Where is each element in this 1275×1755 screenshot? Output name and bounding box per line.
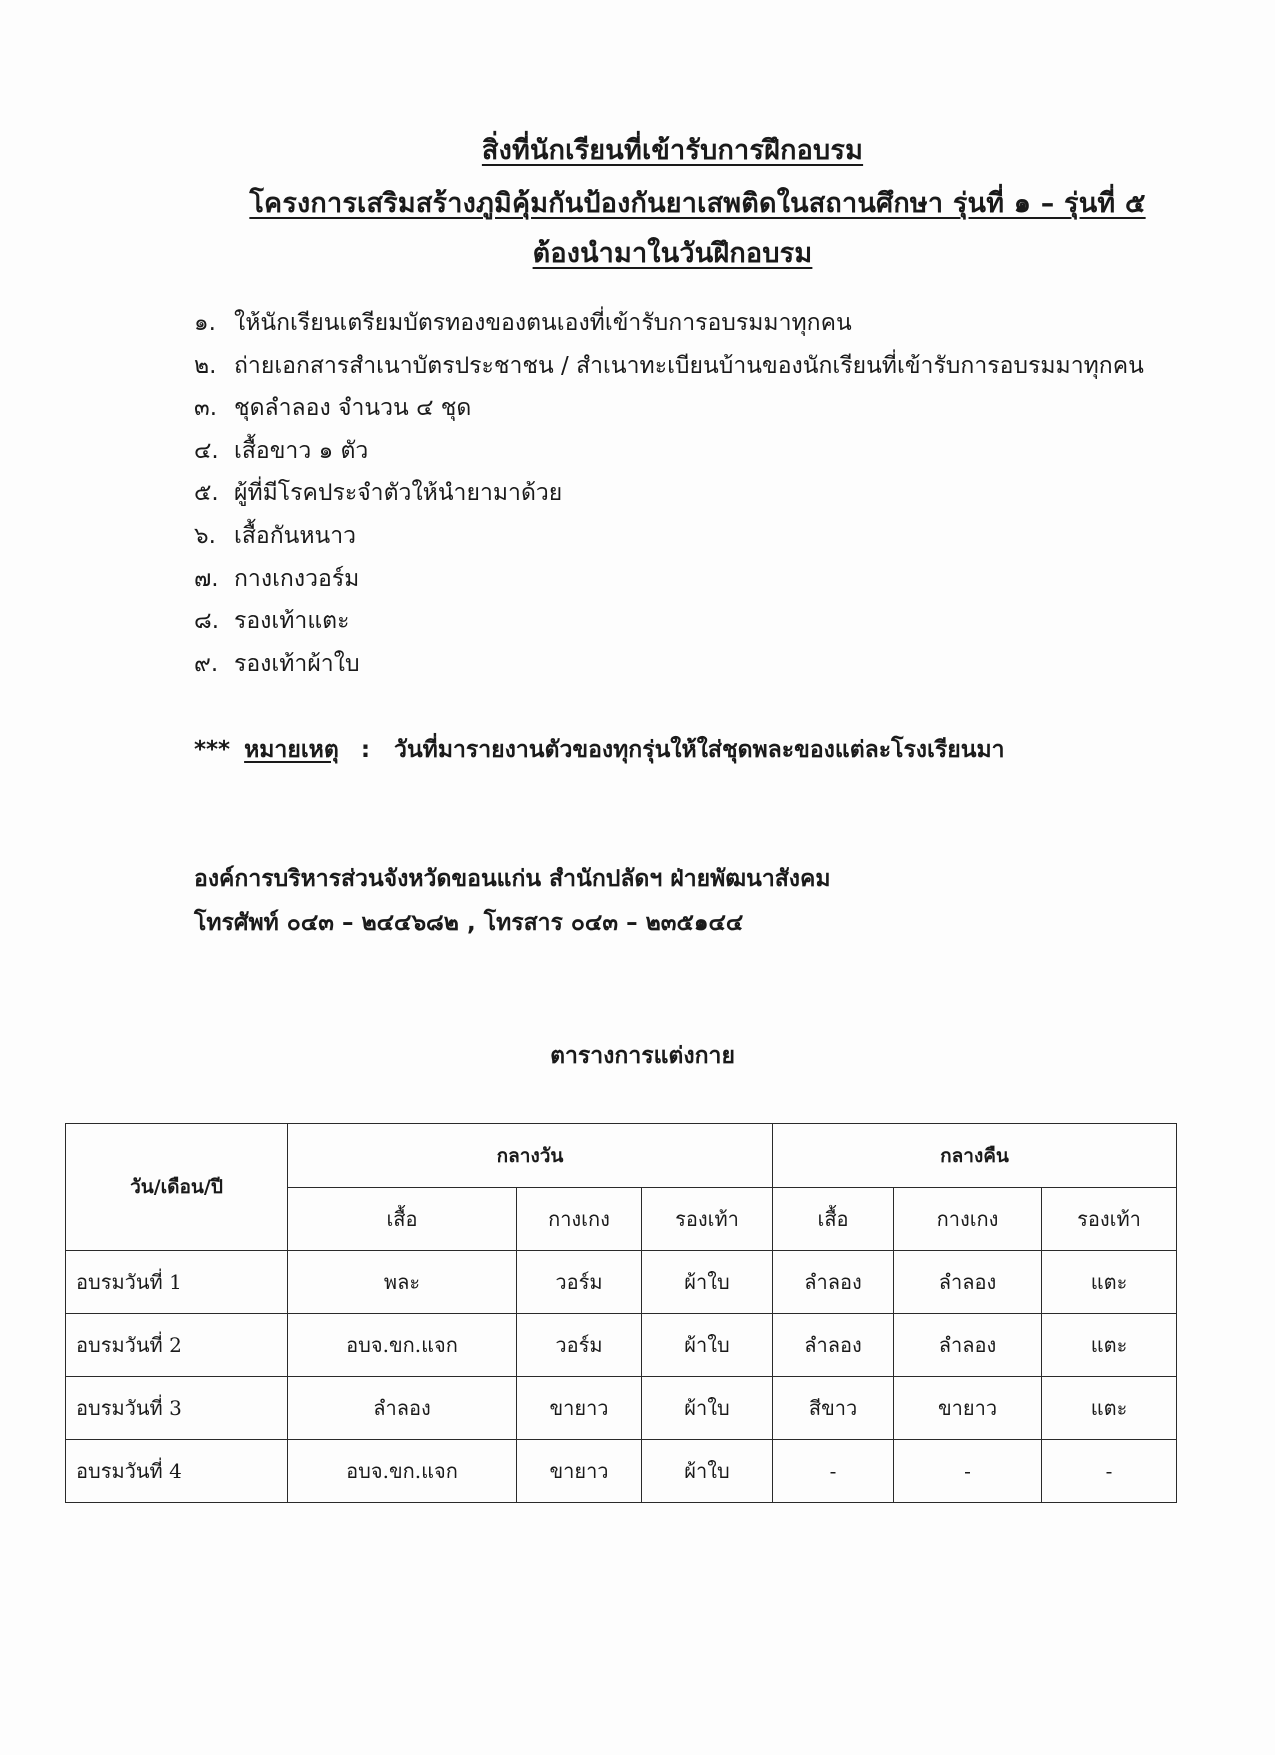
table-row xyxy=(66,1440,1177,1503)
title-line-1: สิ่งที่นักเรียนที่เข้ารับการฝึกอบรม xyxy=(481,135,864,166)
item-number: ๔. xyxy=(194,437,219,464)
organization-phone: โทรศัพท์ ๐๔๓ – ๒๔๔๖๘๒ , โทรสาร ๐๔๓ – ๒๓๕๑๔๔ xyxy=(194,910,744,936)
day-cell: อบรมวันที่ 3 xyxy=(66,1377,288,1440)
item-text: รองเท้าผ้าใบ xyxy=(234,650,360,677)
column-header: เสื้อ xyxy=(773,1188,894,1251)
column-header: กางเกง xyxy=(894,1188,1042,1251)
table-row xyxy=(66,1314,1177,1377)
table-cell: ผ้าใบ xyxy=(642,1251,773,1314)
list-item xyxy=(194,302,1144,345)
item-text: ให้นักเรียนเตรียมบัตรทองของตนเองที่เข้ารับการอบรมมาทุกคน xyxy=(234,310,852,336)
item-number: ๕. xyxy=(194,480,219,507)
item-text: เสื้อกันหนาว xyxy=(234,522,357,549)
table-cell: - xyxy=(773,1440,894,1503)
table-cell: แตะ xyxy=(1042,1314,1177,1377)
list-item xyxy=(194,515,1144,558)
organization-name: องค์การบริหารส่วนจังหวัดขอนแก่น สำนักปลัดฯ ฝ่ายพัฒนาสังคม xyxy=(194,866,831,892)
title-line-2: โครงการเสริมสร้างภูมิคุ้มกันป้องกันยาเสพติดในสถานศึกษา รุ่นที่ ๑ – รุ่นที่ ๕ xyxy=(249,188,1146,219)
table-cell: แตะ xyxy=(1042,1377,1177,1440)
list-item xyxy=(194,643,1144,686)
item-text: กางเกงวอร์ม xyxy=(234,565,360,592)
table-cell: ผ้าใบ xyxy=(642,1440,773,1503)
table-cell: อบจ.ขก.แจก xyxy=(288,1440,517,1503)
list-item xyxy=(194,430,1144,473)
remark-colon: : xyxy=(360,737,371,763)
list-item xyxy=(194,558,1144,601)
list-item xyxy=(194,387,1144,430)
table-cell: แตะ xyxy=(1042,1251,1177,1314)
table-cell: - xyxy=(894,1440,1042,1503)
item-text: ถ่ายเอกสารสำเนาบัตรประชาชน / สำเนาทะเบียนบ้านของนักเรียนที่เข้ารับการอบรมมาทุกคน xyxy=(234,352,1144,379)
table-cell: ลำลอง xyxy=(288,1377,517,1440)
table-cell: ลำลอง xyxy=(773,1251,894,1314)
list-item xyxy=(194,600,1144,643)
item-number: ๖. xyxy=(194,522,216,549)
table-cell: ลำลอง xyxy=(894,1314,1042,1377)
date-column-header: วัน/เดือน/ปี xyxy=(66,1124,288,1251)
column-header: รองเท้า xyxy=(642,1188,773,1251)
column-header: รองเท้า xyxy=(1042,1188,1177,1251)
item-text: ผู้ที่มีโรคประจำตัวให้นำยามาด้วย xyxy=(234,480,563,507)
column-header: เสื้อ xyxy=(288,1188,517,1251)
table-cell: ลำลอง xyxy=(894,1251,1042,1314)
table-cell: สีขาว xyxy=(773,1377,894,1440)
table-cell: วอร์ม xyxy=(517,1251,642,1314)
item-number: ๒. xyxy=(194,352,217,379)
day-cell: อบรมวันที่ 4 xyxy=(66,1440,288,1503)
table-cell: ขายาว xyxy=(517,1377,642,1440)
nighttime-group-header: กลางคืน xyxy=(773,1124,1177,1188)
title-line-3: ต้องนำมาในวันฝึกอบรม xyxy=(532,238,813,269)
item-number: ๙. xyxy=(194,650,219,677)
dress-schedule-table xyxy=(65,1123,1177,1503)
remark-label: หมายเหตุ xyxy=(244,737,339,763)
daytime-group-header: กลางวัน xyxy=(288,1124,773,1188)
column-header: กางเกง xyxy=(517,1188,642,1251)
item-text: รองเท้าแตะ xyxy=(234,608,350,635)
remark-stars: *** xyxy=(194,737,231,763)
item-text: ชุดลำลอง จำนวน ๔ ชุด xyxy=(234,395,472,422)
item-number: ๗. xyxy=(194,565,219,592)
day-cell: อบรมวันที่ 2 xyxy=(66,1314,288,1377)
table-row xyxy=(66,1377,1177,1440)
table-cell: พละ xyxy=(288,1251,517,1314)
table-cell: อบจ.ขก.แจก xyxy=(288,1314,517,1377)
table-cell: ขายาว xyxy=(894,1377,1042,1440)
day-cell: อบรมวันที่ 1 xyxy=(66,1251,288,1314)
table-header-row xyxy=(66,1124,1177,1188)
table-cell: ขายาว xyxy=(517,1440,642,1503)
remark xyxy=(194,732,1005,768)
table-row xyxy=(66,1251,1177,1314)
required-items-list xyxy=(194,302,1144,685)
list-item xyxy=(194,472,1144,515)
table-cell: - xyxy=(1042,1440,1177,1503)
item-number: ๓. xyxy=(194,395,218,422)
item-number: ๑. xyxy=(194,310,216,336)
item-text: เสื้อขาว ๑ ตัว xyxy=(234,437,369,464)
dress-table-title: ตารางการแต่งกาย xyxy=(550,1043,735,1069)
list-item xyxy=(194,345,1144,388)
table-cell: ลำลอง xyxy=(773,1314,894,1377)
table-cell: ผ้าใบ xyxy=(642,1377,773,1440)
table-cell: ผ้าใบ xyxy=(642,1314,773,1377)
item-number: ๘. xyxy=(194,608,220,635)
table-cell: วอร์ม xyxy=(517,1314,642,1377)
remark-text: วันที่มารายงานตัวของทุกรุ่นให้ใส่ชุดพละของแต่ละโรงเรียนมา xyxy=(394,737,1005,763)
